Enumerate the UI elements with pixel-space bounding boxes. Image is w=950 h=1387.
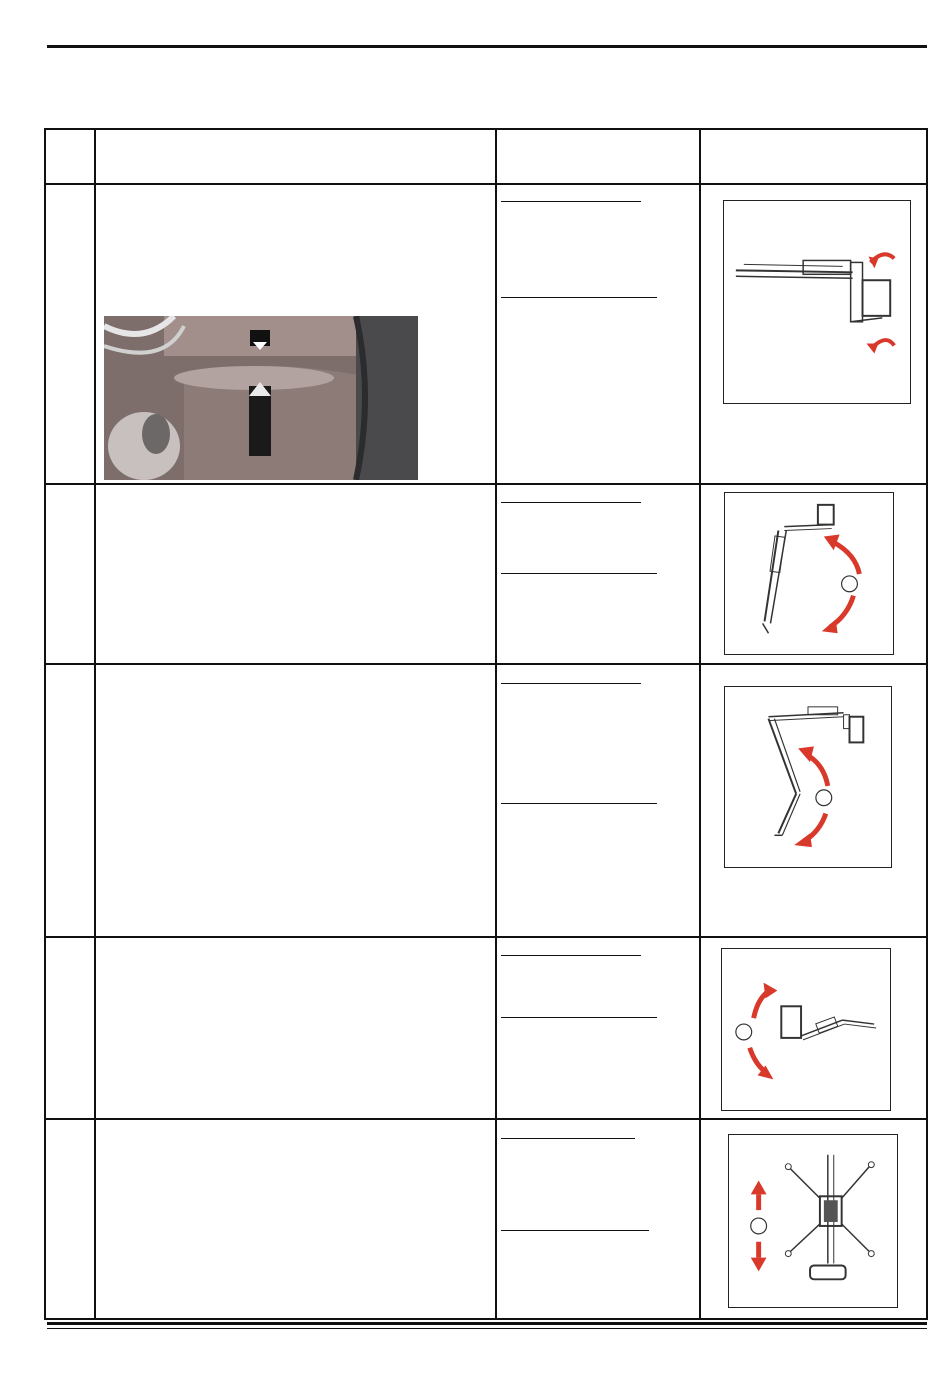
jib-lift-figure — [724, 686, 892, 868]
control-underline — [501, 201, 641, 202]
top-rule — [47, 45, 927, 48]
control-underline — [501, 803, 657, 804]
control-valve-photo — [104, 316, 418, 480]
col-divider — [495, 130, 497, 1318]
basket-tilt-figure — [721, 948, 891, 1111]
bottom-rule — [47, 1322, 927, 1325]
operation-table — [44, 128, 928, 1320]
boom-lift-figure — [724, 492, 894, 655]
platform-rotation-figure — [723, 200, 911, 404]
control-underline — [501, 297, 657, 298]
header-number — [46, 130, 94, 183]
control-underline — [501, 1138, 635, 1139]
control-underline — [501, 1017, 657, 1018]
row-divider — [46, 483, 926, 485]
control-underline — [501, 573, 657, 574]
turret-rotation-figure — [728, 1134, 898, 1308]
control-underline — [501, 1230, 649, 1231]
row-divider — [46, 663, 926, 665]
row-divider — [46, 936, 926, 938]
col-divider — [94, 130, 96, 1318]
bottom-rule-thin — [47, 1328, 927, 1329]
row-divider — [46, 183, 926, 185]
col-divider — [699, 130, 701, 1318]
header-figure — [701, 130, 928, 183]
header-control — [497, 130, 699, 183]
control-underline — [501, 955, 641, 956]
control-underline — [501, 502, 641, 503]
header-description — [96, 130, 495, 183]
control-underline — [501, 683, 641, 684]
row-divider — [46, 1118, 926, 1120]
